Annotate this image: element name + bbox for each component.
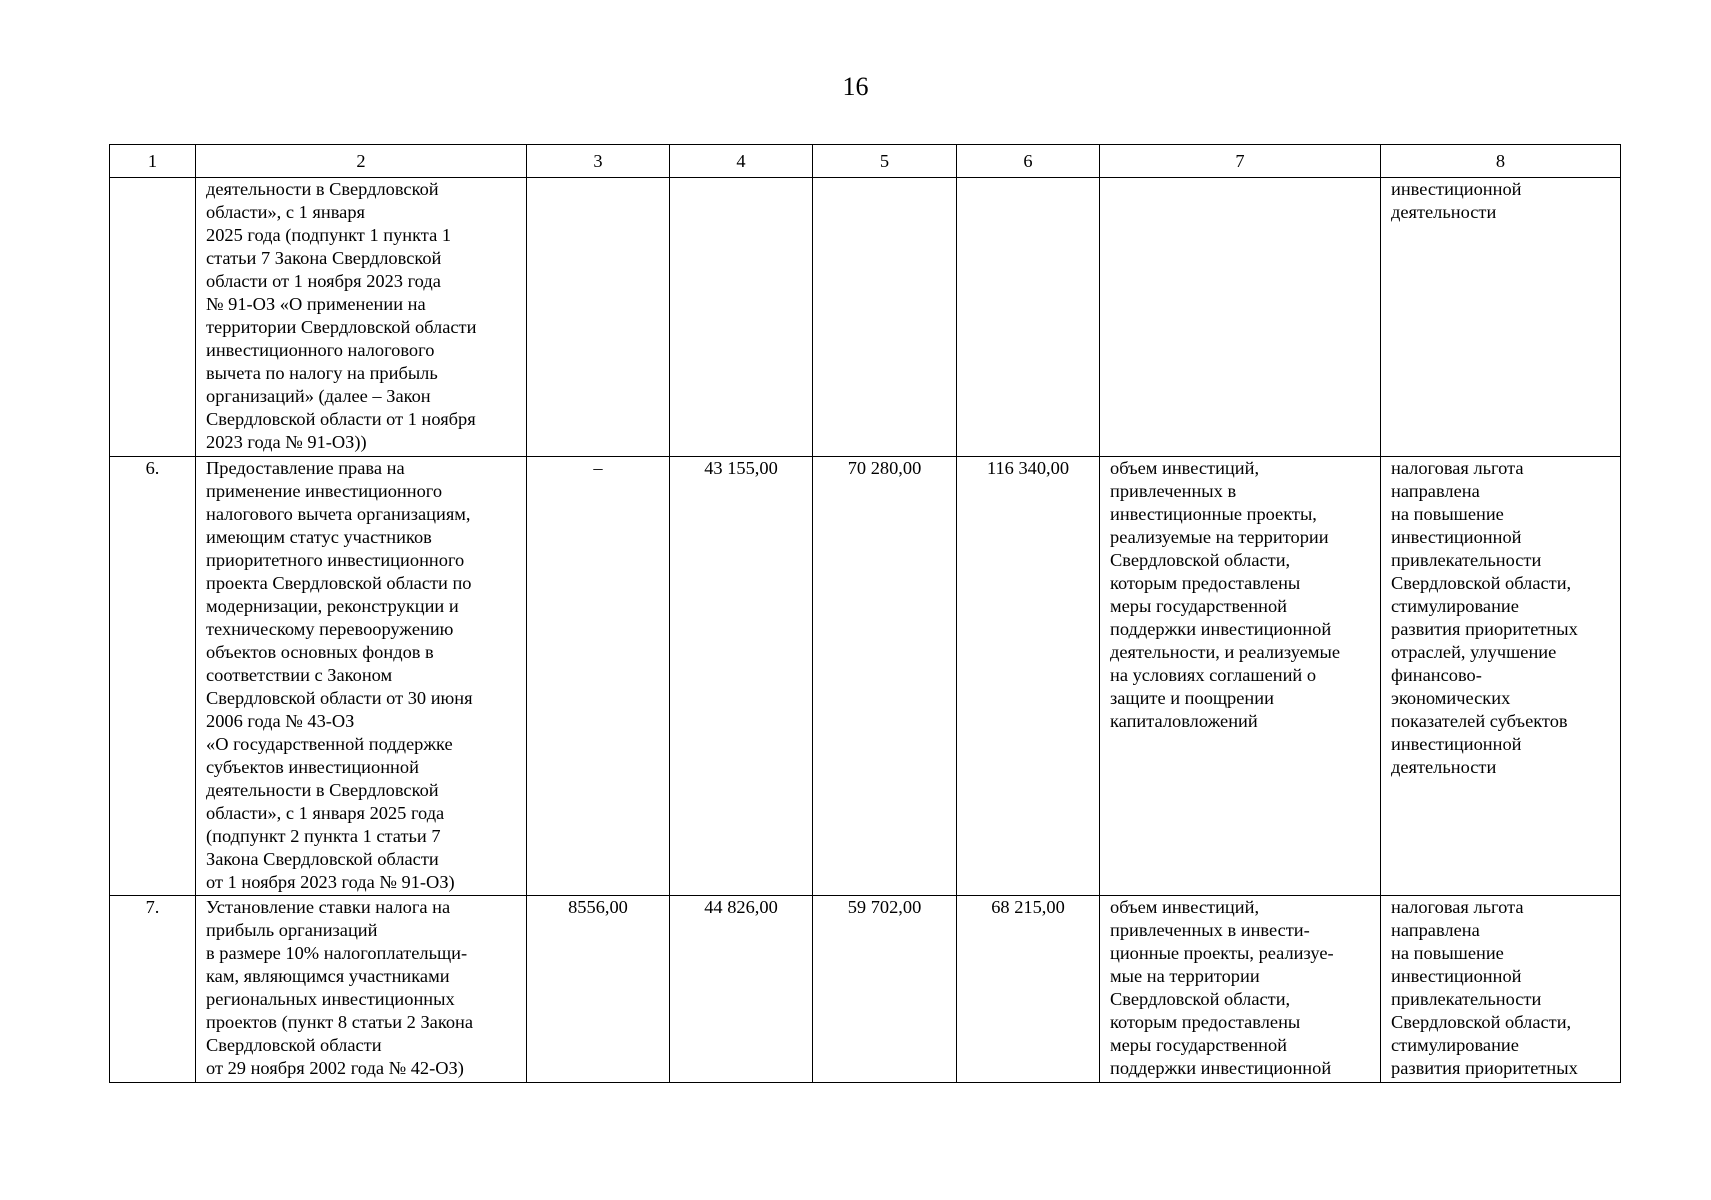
value-cell-col3: 8556,00 <box>527 896 670 1083</box>
value-cell-col4: 44 826,00 <box>670 896 813 1083</box>
value-cell-col3: – <box>527 457 670 896</box>
value-cell-col5: 70 280,00 <box>813 457 957 896</box>
row-number-cell <box>110 178 196 457</box>
column-header: 3 <box>527 145 670 178</box>
goal-cell: налоговая льгота направлена на повышение инвестиционной привлекательности Свердловской области, стимулирование развития приоритетных отраслей, улучшение финансово- экономических показателей субъектов инвестиционной деятельности <box>1381 457 1621 896</box>
column-header: 1 <box>110 145 196 178</box>
column-header: 8 <box>1381 145 1621 178</box>
indicator-cell <box>1100 178 1381 457</box>
indicator-cell: объем инвестиций, привлеченных в инвести- ционные проекты, реализуе- мые на территории Свердловской области, которым предоставлены меры государственной поддержки инвестиционной <box>1100 896 1381 1083</box>
table-row <box>110 178 1621 457</box>
row-number-cell: 6. <box>110 457 196 896</box>
value-cell-col4: 43 155,00 <box>670 457 813 896</box>
value-cell-col6 <box>957 178 1100 457</box>
value-cell-col6: 116 340,00 <box>957 457 1100 896</box>
table-row <box>110 896 1621 1083</box>
description-cell: Установление ставки налога на прибыль организаций в размере 10% налогоплательщи- кам, являющимся участниками региональных инвестиционных проектов (пункт 8 статьи 2 Закона Свердловской области от 29 ноября 2002 года № 42-ОЗ) <box>196 896 527 1083</box>
description-cell: Предоставление права на применение инвестиционного налогового вычета организациям, имеющим статус участников приоритетного инвестиционного проекта Свердловской области по модернизации, реконструкции и техническому перевооружению объектов основных фондов в соответствии с Законом Свердловской области от 30 июня 2006 года № 43-ОЗ «О государственной поддержке субъектов инвестиционной деятельности в Свердловской области», с 1 января 2025 года (подпункт 2 пункта 1 статьи 7 Закона Свердловской области от 1 ноября 2023 года № 91-ОЗ) <box>196 457 527 896</box>
value-cell-col5 <box>813 178 957 457</box>
indicator-cell: объем инвестиций, привлеченных в инвестиционные проекты, реализуемые на территории Свердловской области, которым предоставлены меры государственной поддержки инвестиционной деятельности, и реализуемые на условиях соглашений о защите и поощрении капиталовложений <box>1100 457 1381 896</box>
column-header: 7 <box>1100 145 1381 178</box>
row-number-cell: 7. <box>110 896 196 1083</box>
column-header: 2 <box>196 145 527 178</box>
value-cell-col6: 68 215,00 <box>957 896 1100 1083</box>
column-header: 5 <box>813 145 957 178</box>
value-cell-col4 <box>670 178 813 457</box>
header-row <box>110 145 1621 178</box>
column-header: 4 <box>670 145 813 178</box>
tax-benefits-table <box>109 144 1621 1083</box>
value-cell-col5: 59 702,00 <box>813 896 957 1083</box>
goal-cell: инвестиционной деятельности <box>1381 178 1621 457</box>
column-header: 6 <box>957 145 1100 178</box>
description-cell: деятельности в Свердловской области», с 1 января 2025 года (подпункт 1 пункта 1 статьи 7 Закона Свердловской области от 1 ноября 2023 года № 91-ОЗ «О применении на территории Свердловской области инвестиционного налогового вычета по налогу на прибыль организаций» (далее – Закон Свердловской области от 1 ноября 2023 года № 91-ОЗ)) <box>196 178 527 457</box>
goal-cell: налоговая льгота направлена на повышение инвестиционной привлекательности Свердловской области, стимулирование развития приоритетных <box>1381 896 1621 1083</box>
value-cell-col3 <box>527 178 670 457</box>
table-row <box>110 457 1621 896</box>
page-number: 16 <box>842 72 869 101</box>
